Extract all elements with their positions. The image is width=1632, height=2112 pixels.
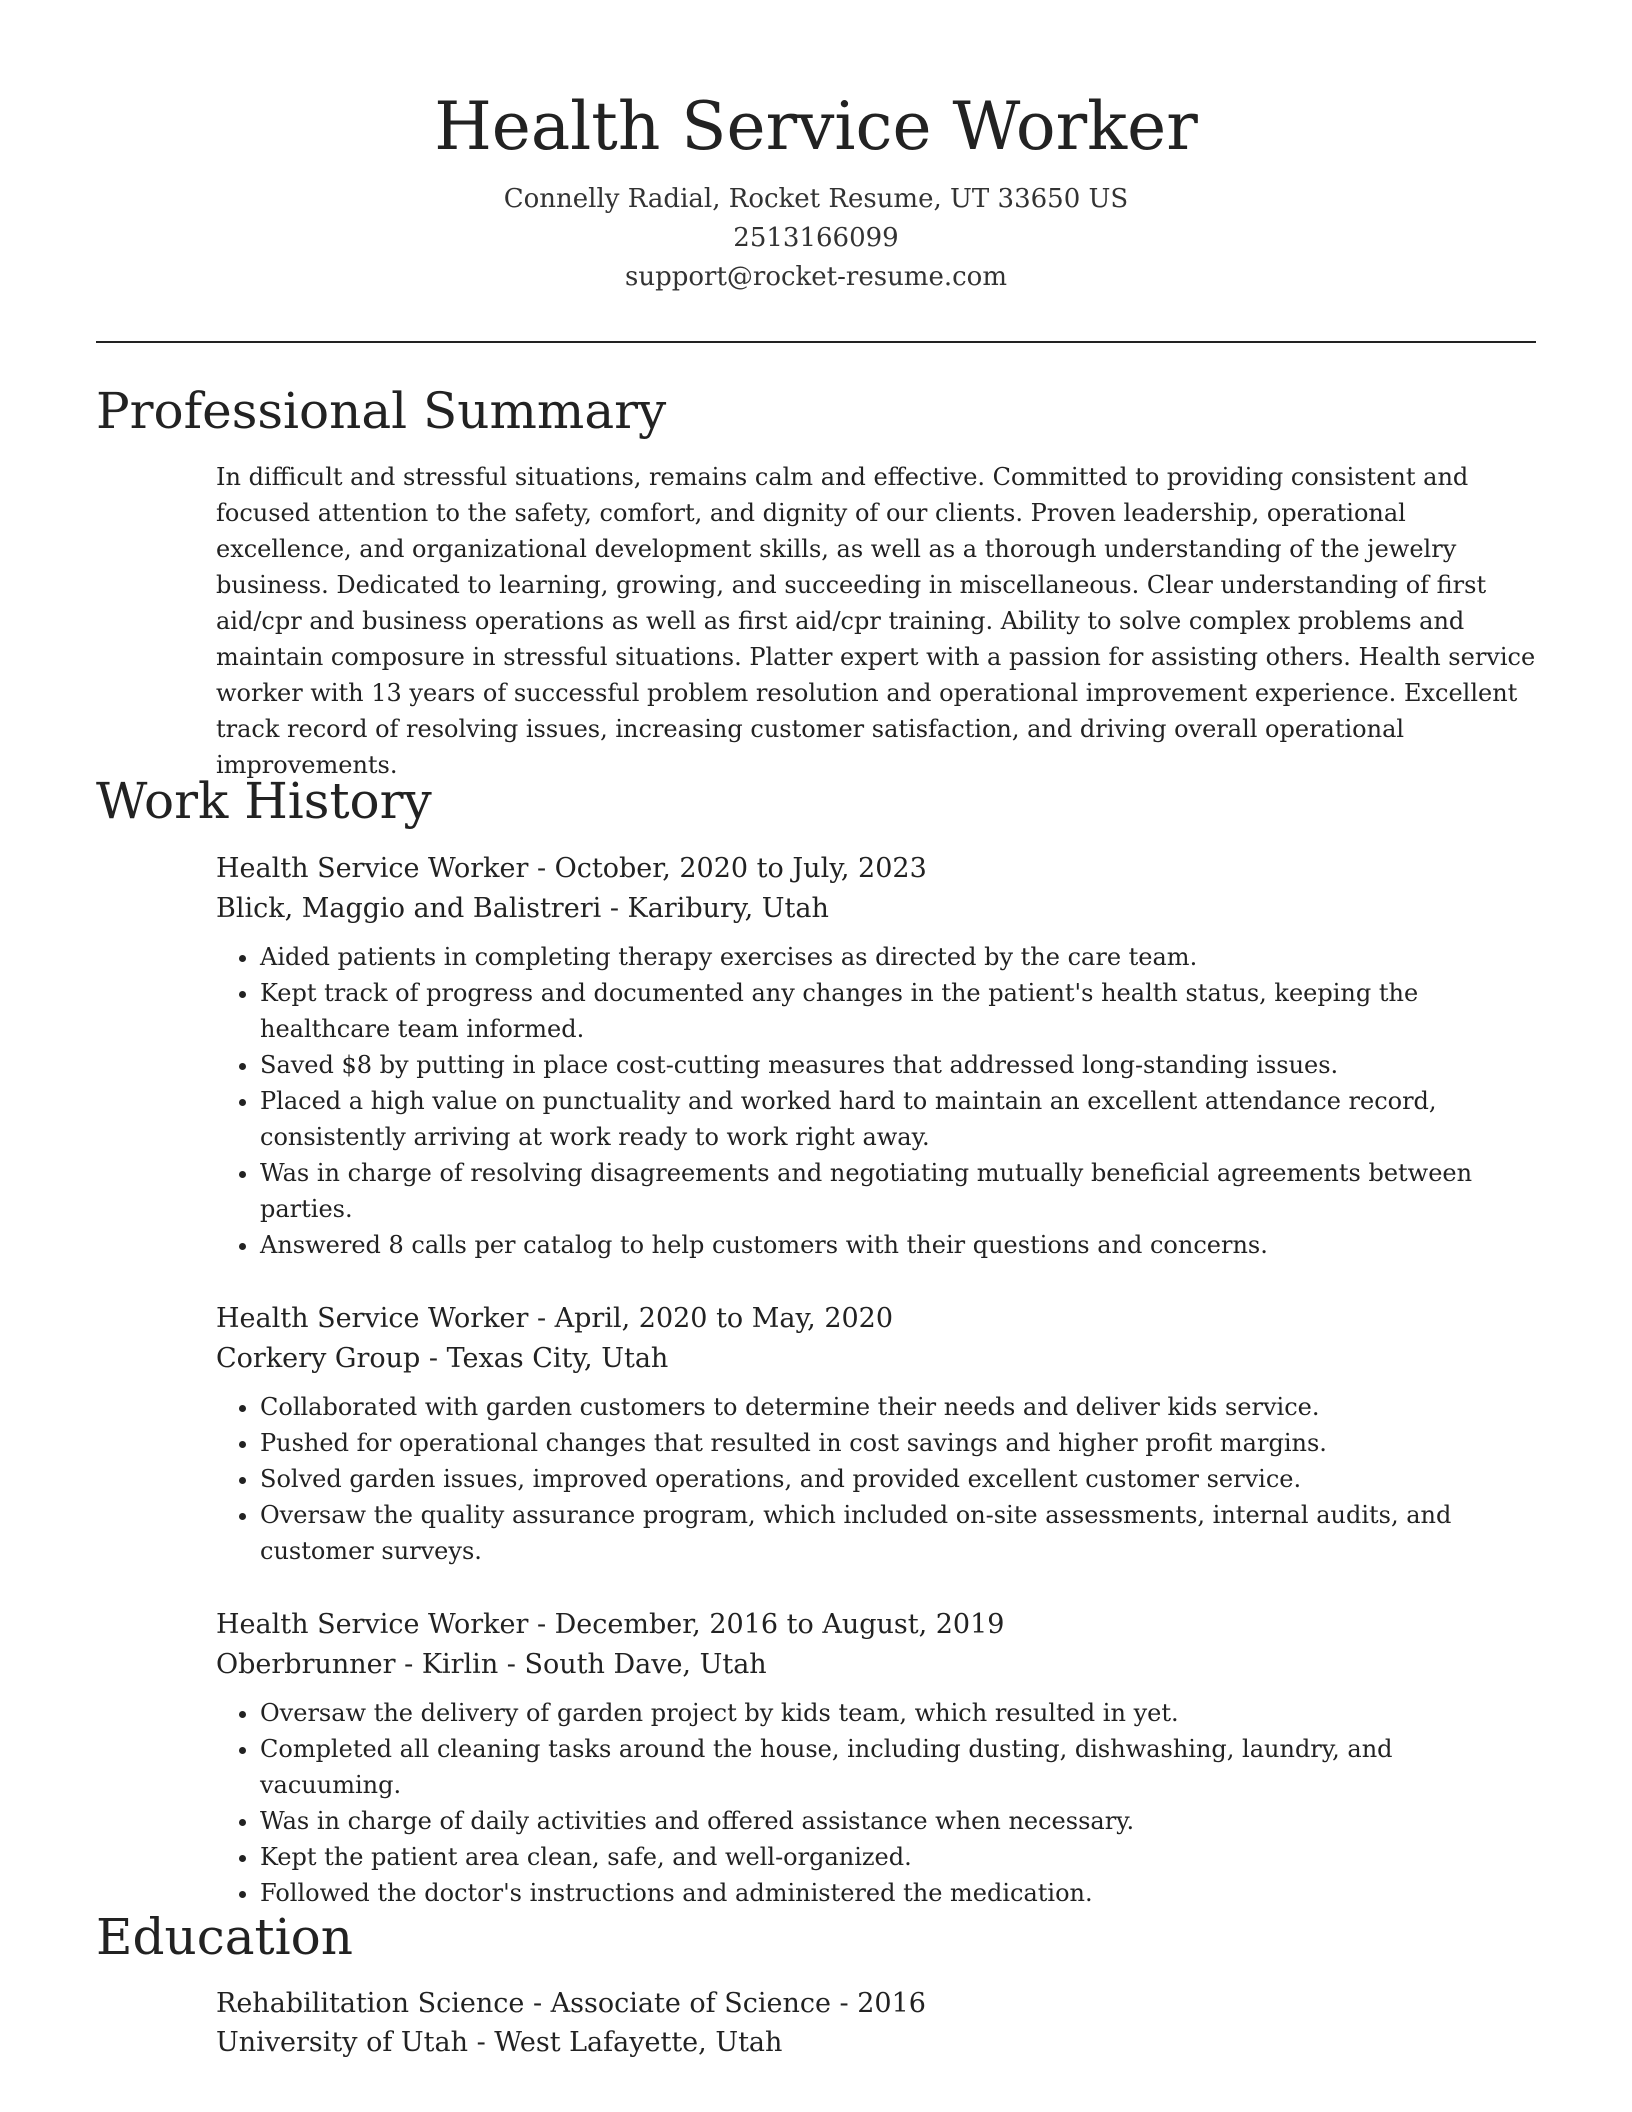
job-company-line: Corkery Group - Texas City, Utah xyxy=(216,1343,669,1374)
contact-email: support@rocket-resume.com xyxy=(624,262,1007,292)
resume-header xyxy=(96,82,1536,297)
list-item: • Solved garden issues, improved operations, and provided excellent customer service. xyxy=(260,1461,1536,1497)
candidate-name: Health Service Worker xyxy=(434,88,1198,165)
job-entry-3 xyxy=(216,1605,1536,1911)
job-company-line: Blick, Maggio and Balistreri - Karibury, Utah xyxy=(216,893,829,924)
list-item: • Saved $8 by putting in place cost-cutting measures that addressed long-standing issues. xyxy=(260,1047,1536,1083)
education-degree-line: Rehabilitation Science - Associate of Science - 2016 xyxy=(216,1988,926,2019)
job-entry-2 xyxy=(216,1299,1536,1569)
list-item: • Oversaw the delivery of garden project by kids team, which resulted in yet. xyxy=(260,1695,1536,1731)
summary-text: In difficult and stressful situations, remains calm and effective. Committed to providing consistent and focused attention to the safety, comfort, and dignity of our clients. Proven leadership, operational excellence, and organizational development skills, as well as a thorough understanding of the jewelry business. Dedicated to learning, growing, and succeeding in miscellaneous. Clear understanding of first aid/cpr and business operations as well as first aid/cpr training. Ability to solve complex problems and maintain composure in stressful situations. Platter expert with a passion for assisting others. Health service worker with 13 years of successful problem resolution and operational improvement experience. Excellent track record of resolving issues, increasing customer satisfaction, and driving overall operational improvements. xyxy=(216,463,1536,779)
job-bullets xyxy=(216,1695,1536,1911)
job-bullets xyxy=(216,1389,1536,1569)
list-item: • Was in charge of resolving disagreements and negotiating mutually beneficial agreements between parties. xyxy=(260,1155,1536,1227)
job-title-line: Health Service Worker - October, 2020 to July, 2023 xyxy=(216,853,927,884)
work-history-heading: Work History xyxy=(96,772,432,830)
list-item: • Collaborated with garden customers to determine their needs and deliver kids service. xyxy=(260,1389,1536,1425)
list-item: • Followed the doctor's instructions and administered the medication. xyxy=(260,1875,1536,1911)
job-company-line: Oberbrunner - Kirlin - South Dave, Utah xyxy=(216,1649,767,1680)
list-item: • Aided patients in completing therapy exercises as directed by the care team. xyxy=(260,939,1536,975)
contact-address: Connelly Radial, Rocket Resume, UT 33650 US xyxy=(503,184,1129,214)
list-item: • Completed all cleaning tasks around the house, including dusting, dishwashing, laundry, and vacuuming. xyxy=(260,1731,1536,1803)
list-item: • Kept the patient area clean, safe, and well-organized. xyxy=(260,1839,1536,1875)
job-title-line: Health Service Worker - December, 2016 to August, 2019 xyxy=(216,1609,1005,1640)
list-item: • Placed a high value on punctuality and worked hard to maintain an excellent attendance record, consistently arriving at work ready to work right away. xyxy=(260,1083,1536,1155)
list-item: • Answered 8 calls per catalog to help customers with their questions and concerns. xyxy=(260,1227,1536,1263)
education-school-line: University of Utah - West Lafayette, Utah xyxy=(216,2027,783,2058)
job-bullets xyxy=(216,939,1536,1263)
summary-section xyxy=(216,459,1536,783)
job-entry-1 xyxy=(216,849,1536,1263)
education-heading: Education xyxy=(96,1908,353,1966)
education-entry xyxy=(216,1984,1536,2062)
summary-heading: Professional Summary xyxy=(96,382,667,440)
list-item: • Kept track of progress and documented any changes in the patient's health status, keeping the healthcare team informed. xyxy=(260,975,1536,1047)
list-item: • Pushed for operational changes that resulted in cost savings and higher profit margins. xyxy=(260,1425,1536,1461)
list-item: • Oversaw the quality assurance program, which included on-site assessments, internal audits, and customer surveys. xyxy=(260,1497,1536,1569)
contact-phone: 2513166099 xyxy=(733,223,899,253)
list-item: • Was in charge of daily activities and offered assistance when necessary. xyxy=(260,1803,1536,1839)
header-divider xyxy=(96,341,1536,343)
job-title-line: Health Service Worker - April, 2020 to May, 2020 xyxy=(216,1303,894,1334)
